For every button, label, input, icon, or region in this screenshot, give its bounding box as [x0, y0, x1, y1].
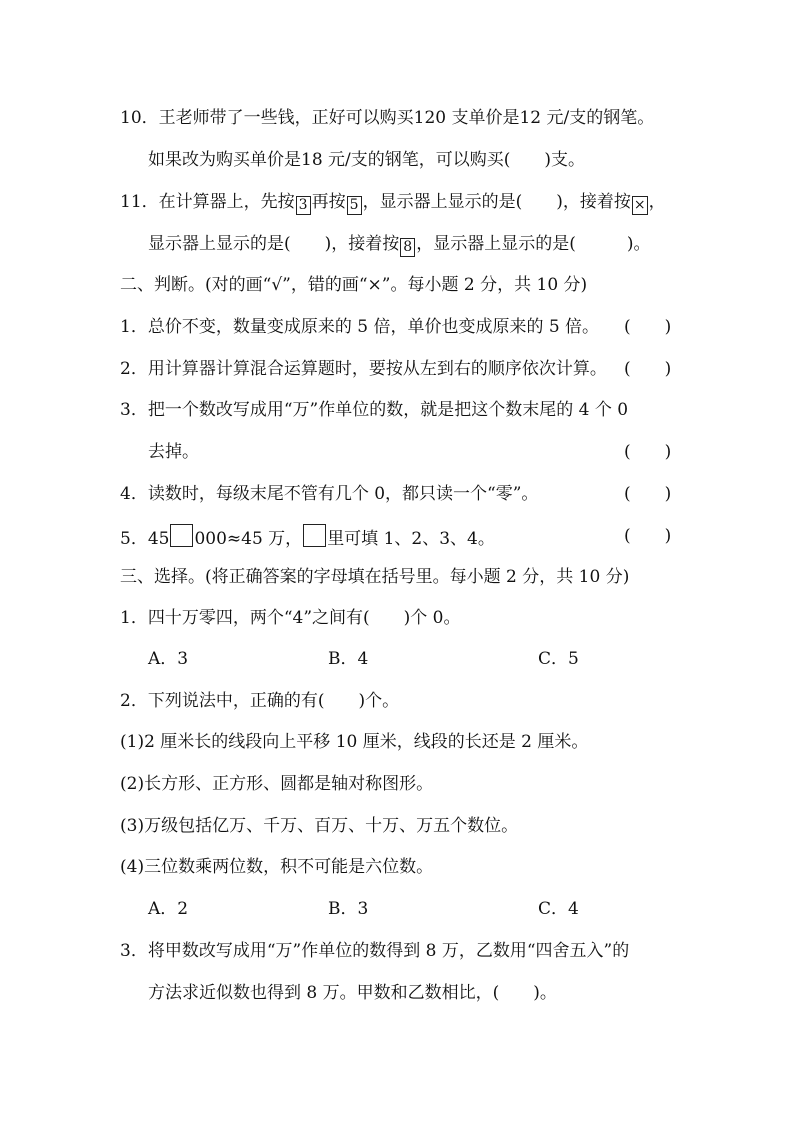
q11-text-2: 再按: [311, 192, 346, 212]
choice-q2-option-a: A．2: [148, 899, 189, 919]
q11-text-3: ，显示器上显示的是( )，接着按: [362, 192, 631, 212]
choice-q1-option-a: A．3: [148, 649, 189, 669]
choice-q2-statement-4: (4)三位数乘两位数，积不可能是六位数。: [120, 857, 434, 877]
judge-item-3-paren: ( ): [624, 442, 672, 462]
judge-item-3-line1: 3．把一个数改写成用“万”作单位的数，就是把这个数末尾的 4 个 0: [120, 400, 629, 420]
choice-q3-line1: 3．将甲数改写成用“万”作单位的数得到 8 万，乙数用“四舍五入”的: [120, 941, 630, 961]
judge-item-3-line2: [148, 440, 680, 464]
choice-q3-line2: 方法求近似数也得到 8 万。甲数和乙数相比，( )。: [148, 983, 557, 1003]
judge-item-5: [120, 524, 680, 551]
judge-item-5-prefix: 5．45: [120, 529, 170, 549]
calculator-key-5: 5: [347, 196, 362, 215]
choice-q2-option-c: C．4: [538, 899, 579, 919]
q10-line1: 10．王老师带了一些钱，正好可以购买120 支单价是12 元/支的钢笔。: [120, 108, 655, 128]
q11-text-5: 显示器上显示的是( )，接着按: [148, 234, 400, 254]
judge-item-4: [120, 482, 680, 506]
q11-line1: [120, 190, 666, 215]
calculator-key-8: 8: [400, 238, 415, 257]
judge-item-1: [120, 315, 680, 339]
calculator-key-multiply: ×: [633, 197, 646, 213]
judge-item-5-paren: ( ): [624, 526, 672, 546]
judge-item-1-paren: ( ): [624, 317, 672, 337]
q11-line2: [148, 232, 651, 257]
choice-q2-statement-2: (2)长方形、正方形、圆都是轴对称图形。: [120, 774, 434, 794]
choice-q1-text: 1．四十万零四，两个“4”之间有( )个 0。: [120, 608, 461, 628]
judge-item-5-mid: 000≈45 万，: [194, 529, 303, 549]
judge-item-2: [120, 357, 680, 381]
choice-q1-option-c: C．5: [538, 649, 579, 669]
choice-q2-statement-1: (1)2 厘米长的线段向上平移 10 厘米，线段的长还是 2 厘米。: [120, 732, 589, 752]
section2-heading: 二、判断。(对的画“√”，错的画“×”。每小题 2 分，共 10 分): [120, 275, 588, 295]
q10-line2: 如果改为购买单价是18 元/支的钢笔，可以购买( )支。: [148, 150, 586, 170]
blank-box: [303, 524, 326, 547]
choice-q2-text: 2．下列说法中，正确的有( )个。: [120, 691, 400, 711]
judge-item-2-paren: ( ): [624, 359, 672, 379]
judge-item-5-suffix: 里可填 1、2、3、4。: [327, 529, 495, 549]
q11-text-4: ，: [648, 192, 666, 212]
judge-item-2-text: 2．用计算器计算混合运算题时，要按从左到右的顺序依次计算。: [120, 359, 607, 379]
choice-q2-option-b: B．3: [328, 899, 369, 919]
q11-text-6: ，显示器上显示的是( )。: [416, 234, 651, 254]
judge-item-4-text: 4．读数时，每级末尾不管有几个 0，都只读一个“零”。: [120, 484, 539, 504]
blank-box: [170, 524, 193, 547]
choice-q1-option-b: B．4: [328, 649, 369, 669]
section3-heading: 三、选择。(将正确答案的字母填在括号里。每小题 2 分，共 10 分): [120, 567, 630, 587]
judge-item-1-text: 1．总价不变，数量变成原来的 5 倍，单价也变成原来的 5 倍。: [120, 317, 600, 337]
judge-item-3-text2: 去掉。: [148, 442, 199, 462]
calculator-key-3: 3: [296, 196, 311, 215]
choice-q2-statement-3: (3)万级包括亿万、千万、百万、十万、万五个数位。: [120, 816, 519, 836]
judge-item-4-paren: ( ): [624, 484, 672, 504]
q11-text-1: 11．在计算器上，先按: [120, 192, 295, 212]
